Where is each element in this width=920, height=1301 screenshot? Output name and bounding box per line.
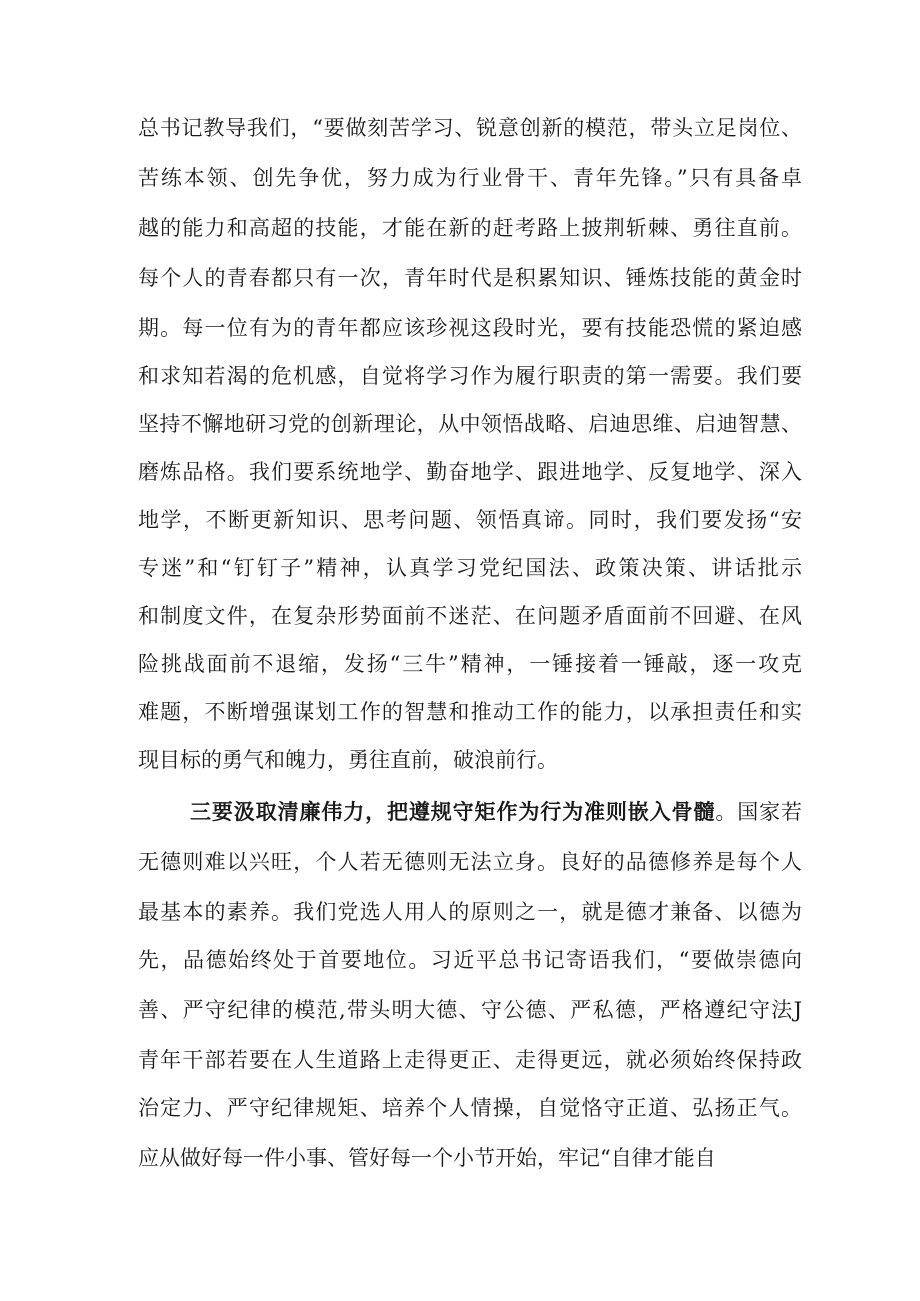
paragraph-line: 地学，不断更新知识、思考问题、领悟真谛。同时，我们要发扬“安 bbox=[138, 508, 802, 532]
paragraph-line: 每个人的青春都只有一次，青年时代是积累知识、锤炼技能的黄金时 bbox=[138, 266, 802, 290]
paragraph-line: 越的能力和高超的技能，才能在新的赶考路上披荆斩棘、勇往直前。 bbox=[138, 216, 802, 240]
paragraph-first-line bbox=[190, 797, 802, 827]
paragraph-line: 磨炼品格。我们要系统地学、勤奋地学、跟进地学、反复地学、深入 bbox=[138, 460, 802, 484]
paragraph-line: 治定力、严守纪律规矩、培养个人情操，自觉恪守正道、弘扬正气。 bbox=[138, 1096, 802, 1120]
paragraph-line: 和制度文件，在复杂形势面前不迷茫、在问题矛盾面前不回避、在风 bbox=[138, 604, 802, 628]
paragraph-line: 苦练本领、创先争优，努力成为行业骨干、青年先锋。”只有具备卓 bbox=[138, 166, 802, 190]
paragraph-line: 善、严守纪律的模范,带头明大德、守公德、严私德，严格遵纪守法J bbox=[138, 998, 802, 1022]
paragraph-line: 专迷”和“钉钉子”精神，认真学习党纪国法、政策决策、讲话批示 bbox=[138, 556, 802, 580]
paragraph-lead-heading: 三要汲取清廉伟力，把遵规守矩作为行为准则嵌入骨髓 bbox=[190, 799, 716, 824]
paragraph-line: 和求知若渴的危机感，自觉将学习作为履行职责的第一需要。我们要 bbox=[138, 364, 802, 388]
paragraph-line: 应从做好每一件小事、管好每一个小节开始，牢记“自律才能自 bbox=[138, 1146, 716, 1170]
paragraph-line: 最基本的素养。我们党选人用人的原则之一，就是德才兼备、以德为 bbox=[138, 900, 802, 924]
paragraph-line: 总书记教导我们，“要做刻苦学习、锐意创新的模范，带头立足岗位、 bbox=[138, 116, 802, 140]
paragraph-line: 先，品德始终处于首要地位。习近平总书记寄语我们，“要做崇德向 bbox=[138, 948, 802, 972]
paragraph-line: 坚持不懈地研习党的创新理论，从中领悟战略、启迪思维、启迪智慧、 bbox=[138, 412, 802, 436]
paragraph-line-rest: 。国家若 bbox=[715, 800, 803, 824]
paragraph-line: 险挑战面前不退缩，发扬“三牛”精神，一锤接着一锤敲，逐一攻克 bbox=[138, 652, 802, 676]
paragraph-line: 青年干部若要在人生道路上走得更正、走得更远，就必须始终保持政 bbox=[138, 1048, 802, 1072]
paragraph-line: 期。每一位有为的青年都应该珍视这段时光，要有技能恐慌的紧迫感 bbox=[138, 316, 802, 340]
paragraph-line: 现目标的勇气和魄力，勇往直前，破浪前行。 bbox=[138, 748, 558, 772]
paragraph-line: 无德则难以兴旺，个人若无德则无法立身。良好的品德修养是每个人 bbox=[138, 850, 802, 874]
paragraph-line: 难题，不断增强谋划工作的智慧和推动工作的能力，以承担责任和实 bbox=[138, 700, 802, 724]
